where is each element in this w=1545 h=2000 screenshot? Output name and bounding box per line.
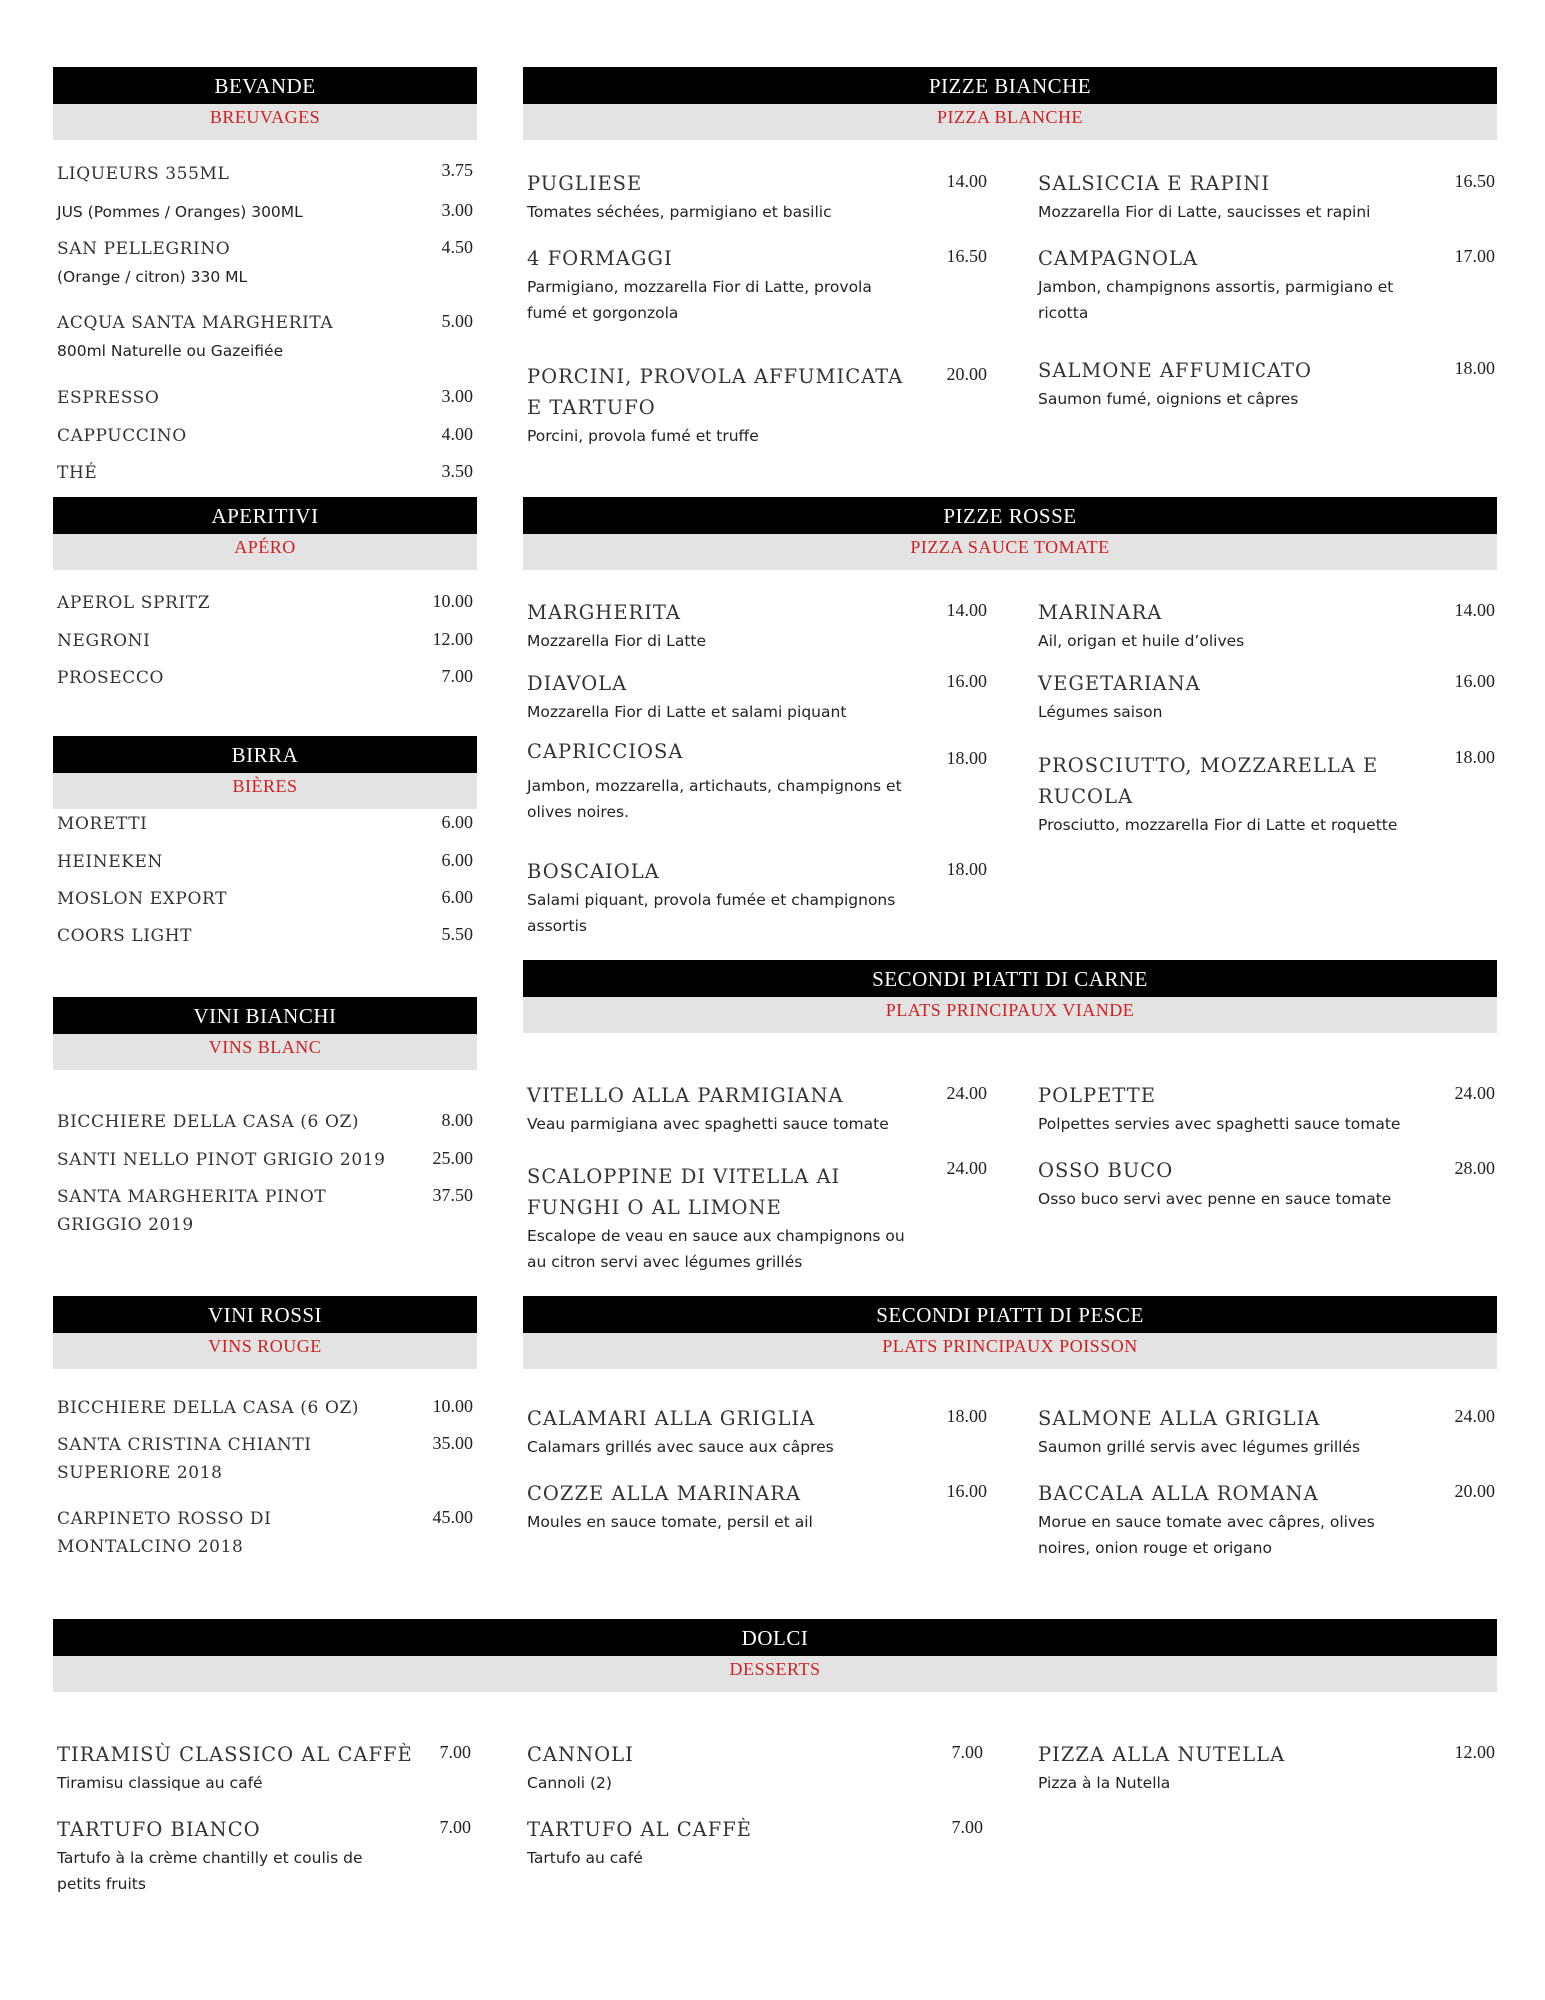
menu-item: POLPETTE Polpettes servies avec spaghetti sauce tomate 24.00: [1038, 1083, 1495, 1133]
menu-item: SALMONE ALLA GRIGLIA Saumon grillé servis avec légumes grillés 24.00: [1038, 1406, 1495, 1456]
menu-item: CAMPAGNOLA Jambon, champignons assortis, parmigiano et ricotta 17.00: [1038, 246, 1495, 322]
menu-item: BACCALA ALLA ROMANA Morue en sauce tomate avec câpres, olives noires, onion rouge et origano 20.00: [1038, 1481, 1495, 1557]
list-item: PROSECCO 7.00: [57, 666, 473, 688]
section-title: VINI ROSSI: [53, 1296, 477, 1333]
item-price: 14.00: [946, 600, 987, 620]
section-subtitle: PIZZA SAUCE TOMATE: [523, 534, 1497, 570]
item-price: 3.00: [441, 200, 473, 220]
list-item: MOSLON EXPORT 6.00: [57, 887, 473, 909]
menu-item: DIAVOLA Mozzarella Fior di Latte et salami piquant 16.00: [527, 671, 987, 721]
item-price: 14.00: [946, 171, 987, 191]
section-vini-bianchi: [53, 997, 477, 1070]
menu-item: VEGETARIANA Légumes saison 16.00: [1038, 671, 1495, 721]
menu-item: COZZE ALLA MARINARA Moules en sauce tomate, persil et ail 16.00: [527, 1481, 987, 1531]
list-item: SANTA MARGHERITA PINOT GRIGGIO 2019 37.50: [57, 1185, 473, 1235]
section-title: APERITIVI: [53, 497, 477, 534]
item-price: 12.00: [432, 629, 473, 649]
item-price: 16.00: [1454, 671, 1495, 691]
section-pizze-rosse: [523, 497, 1497, 570]
list-item: JUS (Pommes / Oranges) 300ML 3.00: [57, 200, 473, 221]
item-price: 24.00: [946, 1083, 987, 1103]
section-title: PIZZE ROSSE: [523, 497, 1497, 534]
list-item: CARPINETO ROSSO DI MONTALCINO 2018 45.00: [57, 1507, 473, 1557]
menu-item: TIRAMISÙ CLASSICO AL CAFFÈ Tiramisu classique au café 7.00: [57, 1742, 471, 1792]
section-secondi-pesce: [523, 1296, 1497, 1369]
item-price: 20.00: [946, 364, 987, 384]
section-aperitivi: [53, 497, 477, 570]
list-item: CAPPUCCINO 4.00: [57, 424, 473, 446]
menu-item: MARINARA Ail, origan et huile d’olives 14.00: [1038, 600, 1495, 650]
section-secondi-carne: [523, 960, 1497, 1033]
item-price: 7.00: [439, 1742, 471, 1762]
item-price: 6.00: [441, 850, 473, 870]
menu-item: TARTUFO BIANCO Tartufo à la crème chantilly et coulis de petits fruits 7.00: [57, 1817, 471, 1893]
item-price: 14.00: [1454, 600, 1495, 620]
item-price: 24.00: [1454, 1406, 1495, 1426]
item-price: 4.50: [441, 237, 473, 257]
item-price: 6.00: [441, 887, 473, 907]
menu-item: TARTUFO AL CAFFÈ Tartufo au café 7.00: [527, 1817, 983, 1867]
menu-item: PUGLIESE Tomates séchées, parmigiano et basilic 14.00: [527, 171, 987, 221]
menu-item: CALAMARI ALLA GRIGLIA Calamars grillés avec sauce aux câpres 18.00: [527, 1406, 987, 1456]
list-item: BICCHIERE DELLA CASA (6 OZ) 10.00: [57, 1396, 473, 1418]
item-price: 28.00: [1454, 1158, 1495, 1178]
item-price: 12.00: [1454, 1742, 1495, 1762]
section-subtitle: DESSERTS: [53, 1656, 1497, 1692]
item-price: 45.00: [432, 1507, 473, 1527]
item-price: 17.00: [1454, 246, 1495, 266]
item-price: 18.00: [946, 1406, 987, 1426]
list-item: COORS LIGHT 5.50: [57, 924, 473, 946]
section-subtitle: PLATS PRINCIPAUX POISSON: [523, 1333, 1497, 1369]
section-dolci: [53, 1619, 1497, 1692]
section-pizze-bianche: [523, 67, 1497, 140]
menu-item: PROSCIUTTO, MOZZARELLA E RUCOLA Prosciutto, mozzarella Fior di Latte et roquette 18.00: [1038, 747, 1495, 834]
item-price: 16.50: [946, 246, 987, 266]
item-price: 3.00: [441, 386, 473, 406]
item-price: 7.00: [439, 1817, 471, 1837]
section-subtitle: PLATS PRINCIPAUX VIANDE: [523, 997, 1497, 1033]
item-price: 37.50: [432, 1185, 473, 1205]
menu-item: PORCINI, PROVOLA AFFUMICATA E TARTUFO Porcini, provola fumé et truffe 20.00: [527, 364, 987, 445]
menu-item: SALSICCIA E RAPINI Mozzarella Fior di Latte, saucisses et rapini 16.50: [1038, 171, 1495, 221]
list-item: SAN PELLEGRINO (Orange / citron) 330 ML 4.50: [57, 237, 473, 286]
item-price: 5.50: [441, 924, 473, 944]
menu-item: SALMONE AFFUMICATO Saumon fumé, oignions et câpres 18.00: [1038, 358, 1495, 408]
section-title: SECONDI PIATTI DI CARNE: [523, 960, 1497, 997]
list-item: BICCHIERE DELLA CASA (6 OZ) 8.00: [57, 1110, 473, 1132]
menu-item: CANNOLI Cannoli (2) 7.00: [527, 1742, 983, 1792]
item-price: 3.75: [441, 160, 473, 180]
section-title: DOLCI: [53, 1619, 1497, 1656]
section-bevande: [53, 67, 477, 140]
section-subtitle: APÉRO: [53, 534, 477, 570]
section-title: SECONDI PIATTI DI PESCE: [523, 1296, 1497, 1333]
section-title: PIZZE BIANCHE: [523, 67, 1497, 104]
list-item: MORETTI 6.00: [57, 812, 473, 834]
item-price: 18.00: [946, 748, 987, 768]
list-item: APEROL SPRITZ 10.00: [57, 591, 473, 613]
item-price: 4.00: [441, 424, 473, 444]
list-item: HEINEKEN 6.00: [57, 850, 473, 872]
section-subtitle: VINS ROUGE: [53, 1333, 477, 1369]
menu-item: OSSO BUCO Osso buco servi avec penne en sauce tomate 28.00: [1038, 1158, 1495, 1208]
item-price: 18.00: [1454, 747, 1495, 767]
section-subtitle: BIÈRES: [53, 773, 477, 809]
section-birra: [53, 736, 477, 809]
item-price: 6.00: [441, 812, 473, 832]
menu-item: PIZZA ALLA NUTELLA Pizza à la Nutella 12.00: [1038, 1742, 1495, 1792]
item-price: 7.00: [951, 1742, 983, 1762]
item-price: 7.00: [441, 666, 473, 686]
menu-item: MARGHERITA Mozzarella Fior di Latte 14.00: [527, 600, 987, 650]
item-price: 16.00: [946, 1481, 987, 1501]
list-item: LIQUEURS 355ML 3.75: [57, 160, 473, 184]
item-price: 35.00: [432, 1433, 473, 1453]
item-price: 16.00: [946, 671, 987, 691]
list-item: NEGRONI 12.00: [57, 629, 473, 651]
item-price: 7.00: [951, 1817, 983, 1837]
section-title: BIRRA: [53, 736, 477, 773]
item-price: 5.00: [441, 311, 473, 331]
item-price: 24.00: [1454, 1083, 1495, 1103]
item-price: 8.00: [441, 1110, 473, 1130]
item-price: 20.00: [1454, 1481, 1495, 1501]
list-item: ACQUA SANTA MARGHERITA 800ml Naturelle ou Gazeifiée 5.00: [57, 311, 473, 360]
section-title: VINI BIANCHI: [53, 997, 477, 1034]
menu-item: BOSCAIOLA Salami piquant, provola fumée et champignons assortis 18.00: [527, 859, 987, 935]
item-price: 16.50: [1454, 171, 1495, 191]
item-price: 25.00: [432, 1148, 473, 1168]
item-price: 10.00: [432, 591, 473, 611]
item-price: 3.50: [441, 461, 473, 481]
list-item: SANTI NELLO PINOT GRIGIO 2019 25.00: [57, 1148, 473, 1170]
menu-item: CAPRICCIOSA Jambon, mozzarella, artichauts, champignons et olives noires. 18.00: [527, 740, 987, 821]
section-subtitle: BREUVAGES: [53, 104, 477, 140]
menu-item: 4 FORMAGGI Parmigiano, mozzarella Fior di Latte, provola fumé et gorgonzola 16.50: [527, 246, 987, 322]
menu-item: SCALOPPINE DI VITELLA AI FUNGHI O AL LIMONE Escalope de veau en sauce aux champignons ou au citron servi avec légumes grillés 24.00: [527, 1158, 987, 1271]
section-subtitle: VINS BLANC: [53, 1034, 477, 1070]
item-price: 10.00: [432, 1396, 473, 1416]
item-price: 18.00: [946, 859, 987, 879]
section-title: BEVANDE: [53, 67, 477, 104]
list-item: SANTA CRISTINA CHIANTI SUPERIORE 2018 35.00: [57, 1433, 473, 1483]
section-vini-rossi: [53, 1296, 477, 1369]
menu-item: VITELLO ALLA PARMIGIANA Veau parmigiana avec spaghetti sauce tomate 24.00: [527, 1083, 987, 1133]
list-item: THÉ 3.50: [57, 461, 473, 483]
item-price: 18.00: [1454, 358, 1495, 378]
section-subtitle: PIZZA BLANCHE: [523, 104, 1497, 140]
item-price: 24.00: [946, 1158, 987, 1178]
list-item: ESPRESSO 3.00: [57, 386, 473, 408]
